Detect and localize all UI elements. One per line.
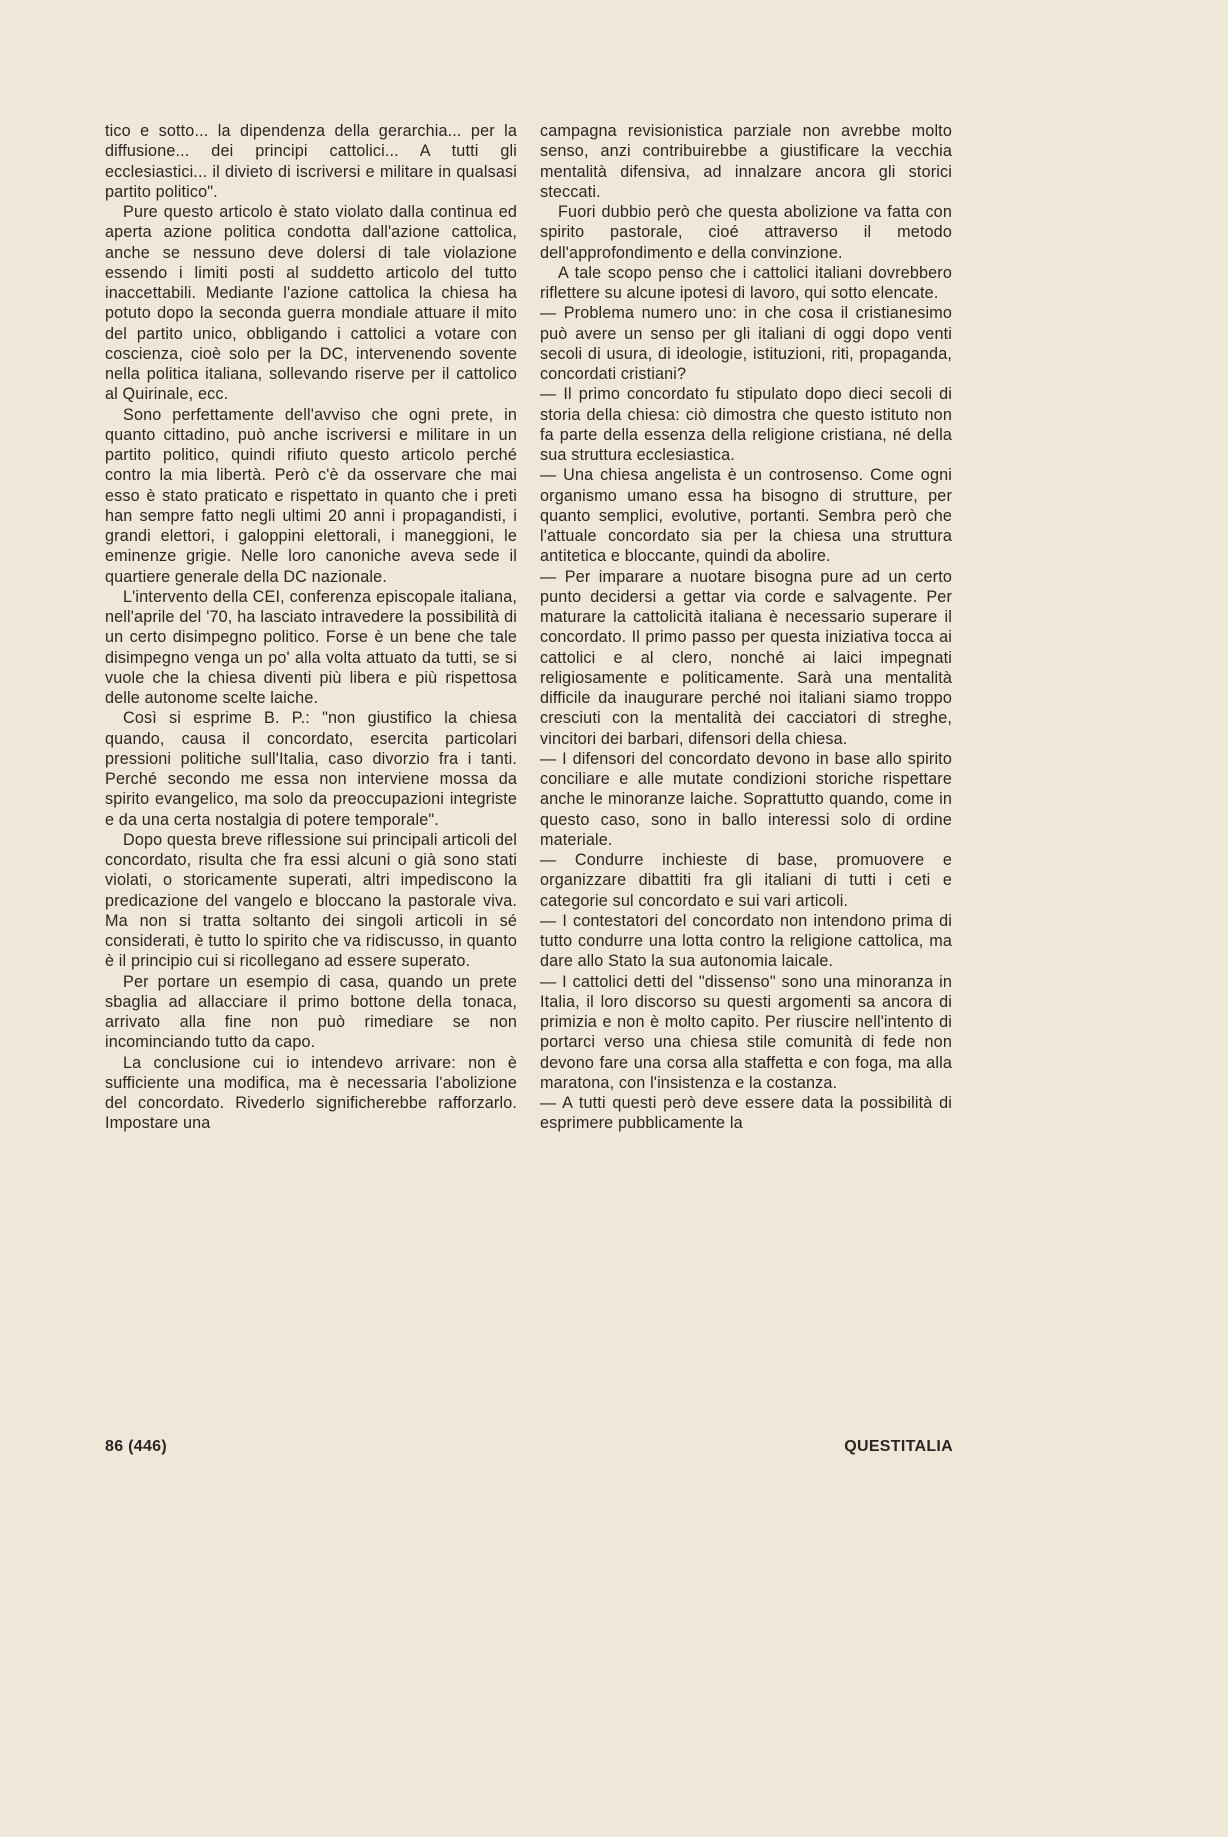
list-item: — I difensori del concordato devono in base allo spirito conciliare e alle mutate condizioni storiche rispettare anche le minoranze laiche. Soprattutto quando, come in questo caso, sono in ballo interessi solo di ordine materiale. — [540, 749, 952, 849]
paragraph: Sono perfettamente dell'avviso che ogni prete, in quanto cittadino, può anche iscriversi e militare in un partito politico, quindi rifiuto questo articolo perché contro la mia libertà. Però c'è da osservare che mai esso è stato praticato e rispettato in quanto che i preti han sempre fatto negli ultimi 20 anni i propagandisti, i grandi elettori, i galoppini elettorali, i maneggioni, le eminenze grigie. Nelle loro canoniche aveva sede il quartiere generale della DC nazionale. — [105, 405, 517, 586]
list-item: — A tutti questi però deve essere data la possibilità di esprimere pubblicamente la — [540, 1094, 952, 1133]
paragraph: tico e sotto... la dipendenza della gerarchia... per la diffusione... dei principi cattolici... A tutti gli ecclesiastici... il divieto di iscriversi e militare in qualsasi partito politico". — [105, 122, 517, 201]
left-column — [105, 121, 517, 1134]
paragraph: Fuori dubbio però che questa abolizione va fatta con spirito pastorale, cioé attraverso il metodo dell'approfondimento e della convinzione. — [540, 203, 952, 262]
paragraph: L'intervento della CEI, conferenza episcopale italiana, nell'aprile del '70, ha lasciato intravedere la possibilità di un certo disimpegno politico. Forse è un bene che tale disimpegno venga un po' alla volta attuato da tutti, se si vuole che la chiesa diventi più libera e più rispettosa delle autonome scelte laiche. — [105, 587, 517, 707]
paragraph: Pure questo articolo è stato violato dalla continua ed aperta azione politica condotta dall'azione cattolica, anche se nessuno deve dolersi di tale violazione essendo i limiti posti al suddetto articolo del tutto inaccettabili. Mediante l'azione cattolica la chiesa ha potuto dopo la seconda guerra mondiale attuare il mito del partito unico, obbligando i cattolici a votare con coscienza, cioè solo per la DC, intervenendo sovente nella politica italiana, sollevando riserve per il cattolico al Quirinale, ecc. — [105, 203, 517, 404]
list-item: — Una chiesa angelista è un controsenso. Come ogni organismo umano essa ha bisogno di strutture, per quanto semplici, evolutive, portanti. Sembra però che l'attuale concordato sia per la chiesa una struttura antitetica e bloccante, quindi da abolire. — [540, 466, 952, 566]
list-item: — Il primo concordato fu stipulato dopo dieci secoli di storia della chiesa: ciò dimostra che questo istituto non fa parte della essenza della religione cristiana, né della sua struttura ecclesiastica. — [540, 385, 952, 464]
list-item: — I contestatori del concordato non intendono prima di tutto condurre una lotta contro la religione cattolica, ma dare allo Stato la sua autonomia laicale. — [540, 911, 952, 971]
paragraph: La conclusione cui io intendevo arrivare: non è sufficiente una modifica, ma è necessaria l'abolizione del concordato. Rivederlo significherebbe rafforzarlo. Impostare una — [105, 1053, 517, 1133]
list-item: — I cattolici detti del "dissenso" sono una minoranza in Italia, il loro discorso su questi argomenti sa ancora di primizia e non è molto capito. Per riuscire nell'intento di portarci verso una chiesa stile comunità di fede non devono fare una corsa alla staffetta e con foga, ma alla maratona, con l'insistenza e la costanza. — [540, 972, 952, 1092]
paragraph: Dopo questa breve riflessione sui principali articoli del concordato, risulta che fra essi alcuni o già sono stati violati, o storicamente superati, altri impediscono la predicazione del vangelo e bloccano la pastorale viva. Ma non si tratta soltanto dei singoli articoli in sé considerati, è tutto lo spirito che va ridiscusso, in quanto è il principio cui si ricollegano ad essere superato. — [105, 830, 517, 971]
list-item: — Per imparare a nuotare bisogna pure ad un certo punto decidersi a gettar via corde e salvagente. Per maturare la cattolicità italiana è necessario superare il concordato. Il primo passo per questa iniziativa tocca ai cattolici e al clero, nonché ai laici impegnati religiosamente e politicamente. Sarà una mentalità difficile da inaugurare perché noi italiani siamo troppo cresciuti con la mentalità dei cacciatori di streghe, vincitori dei barbari, difensori della chiesa. — [540, 567, 952, 748]
list-item: — Problema numero uno: in che cosa il cristianesimo può avere un senso per gli italiani di oggi dopo venti secoli di usura, di ideologie, istituzioni, riti, propaganda, concordati cristiani? — [540, 304, 952, 383]
paragraph: Così si esprime B. P.: "non giustifico la chiesa quando, causa il concordato, esercita particolari pressioni politiche sull'Italia, caso divorzio fra i tanti. Perché secondo me essa non interviene mossa da spirito evangelico, ma solo da preoccupazioni integriste e da una certa nostalgia di potere temporale". — [105, 709, 517, 829]
paragraph: A tale scopo penso che i cattolici italiani dovrebbero riflettere su alcune ipotesi di lavoro, qui sotto elencate. — [540, 263, 952, 302]
paragraph: campagna revisionistica parziale non avrebbe molto senso, anzi contribuirebbe a giustificare la vecchia mentalità difensiva, ad innalzare ancora gli storici steccati. — [540, 122, 952, 201]
publication-name: QUESTITALIA — [844, 1438, 953, 1455]
paragraph: Per portare un esempio di casa, quando un prete sbaglia ad allacciare il primo bottone della tonaca, arrivato alla fine non può rimediare se non incominciando tutto da capo. — [105, 972, 517, 1052]
page-number: 86 (446) — [105, 1438, 167, 1455]
right-column — [540, 121, 952, 1134]
list-item: — Condurre inchieste di base, promuovere e organizzare dibattiti fra gli italiani di tutti i ceti e categorie sul concordato e sui vari articoli. — [540, 851, 952, 910]
